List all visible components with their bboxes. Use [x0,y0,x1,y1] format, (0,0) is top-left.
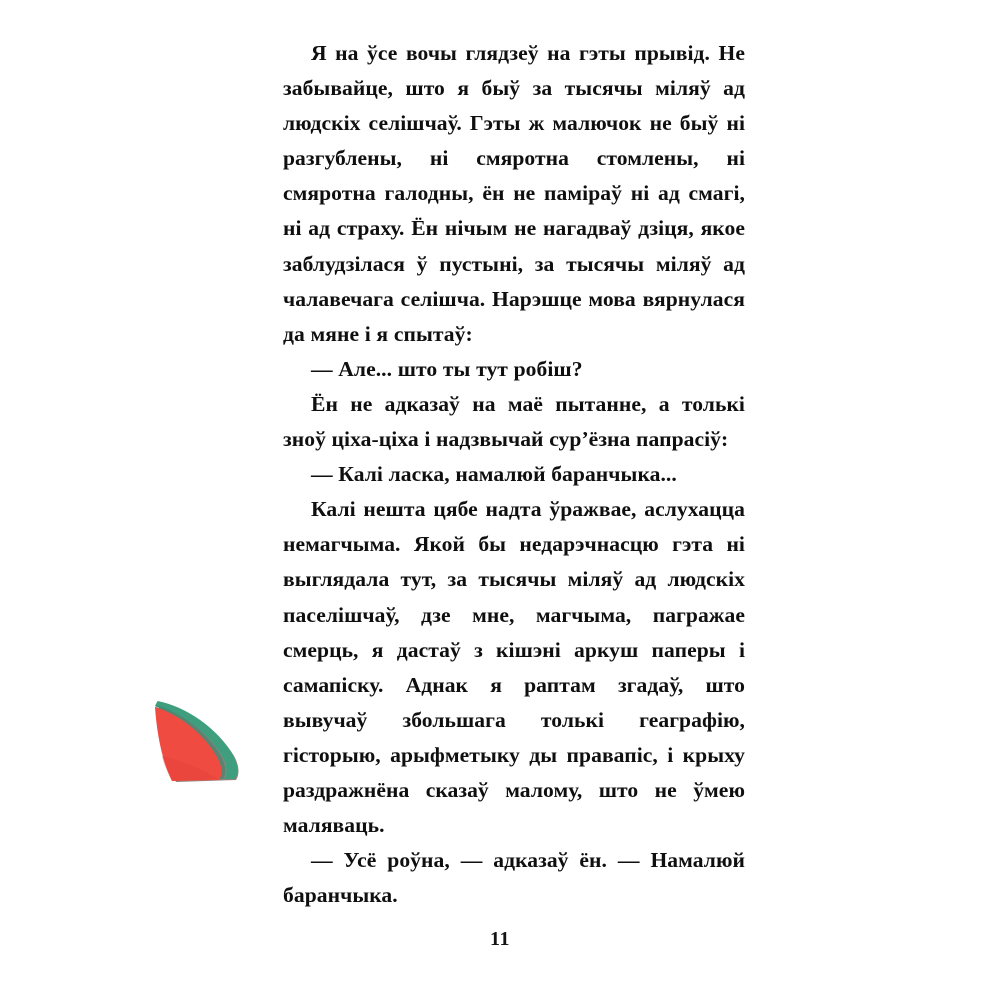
page-number: 11 [490,928,510,950]
paragraph: — Усё роўна, — адказаў ён. — Намалюй баранчыка. [283,848,745,908]
paragraph: Ён не адказаў на маё пытанне, а толькі зноў ціха-ціха і надзвычай сур’ёзна папрасіў: [283,391,745,452]
paragraph: — Калі ласка, намалюй баранчыка... [311,462,677,487]
margin-illustration [150,694,246,792]
paragraph: Я на ўсе вочы глядзеў на гэты прывід. Не забывайце, што я быў за тысячы міляў ад людскіх селішчаў. Гэты ж малючок не быў ні разгублены, ні смяротна стомлены, ні смяротна галодны, ён не паміраў ні ад смагі, ні ад страху. Ён нічым не нагадваў дзіця, якое заблудзілася ў пустыні, за тысячы міляў ад чалавечага селішча. Нарэшце мова вярнулася да мяне і я спытаў: [283,41,745,346]
paragraph: — Але... што ты тут робіш? [311,356,583,381]
watercolor-wedge-icon [150,694,246,792]
body-text-column [283,36,745,913]
paragraph: Калі нешта цябе надта ўражвае, аслухацца немагчыма. Якой бы недарэчнасцю гэта ні выглядала тут, за тысячы міляў ад людскіх паселішчаў, дзе мне, магчыма, пагражае смерць, я дастаў з кішэні аркуш паперы і самапіску. Аднак я раптам згадаў, што вывучаў збольшага толькі геаграфію, гісторыю, арыфметыку ды правапіс, і крыху раздражнёна сказаў малому, што не ўмею маляваць. [283,497,745,838]
